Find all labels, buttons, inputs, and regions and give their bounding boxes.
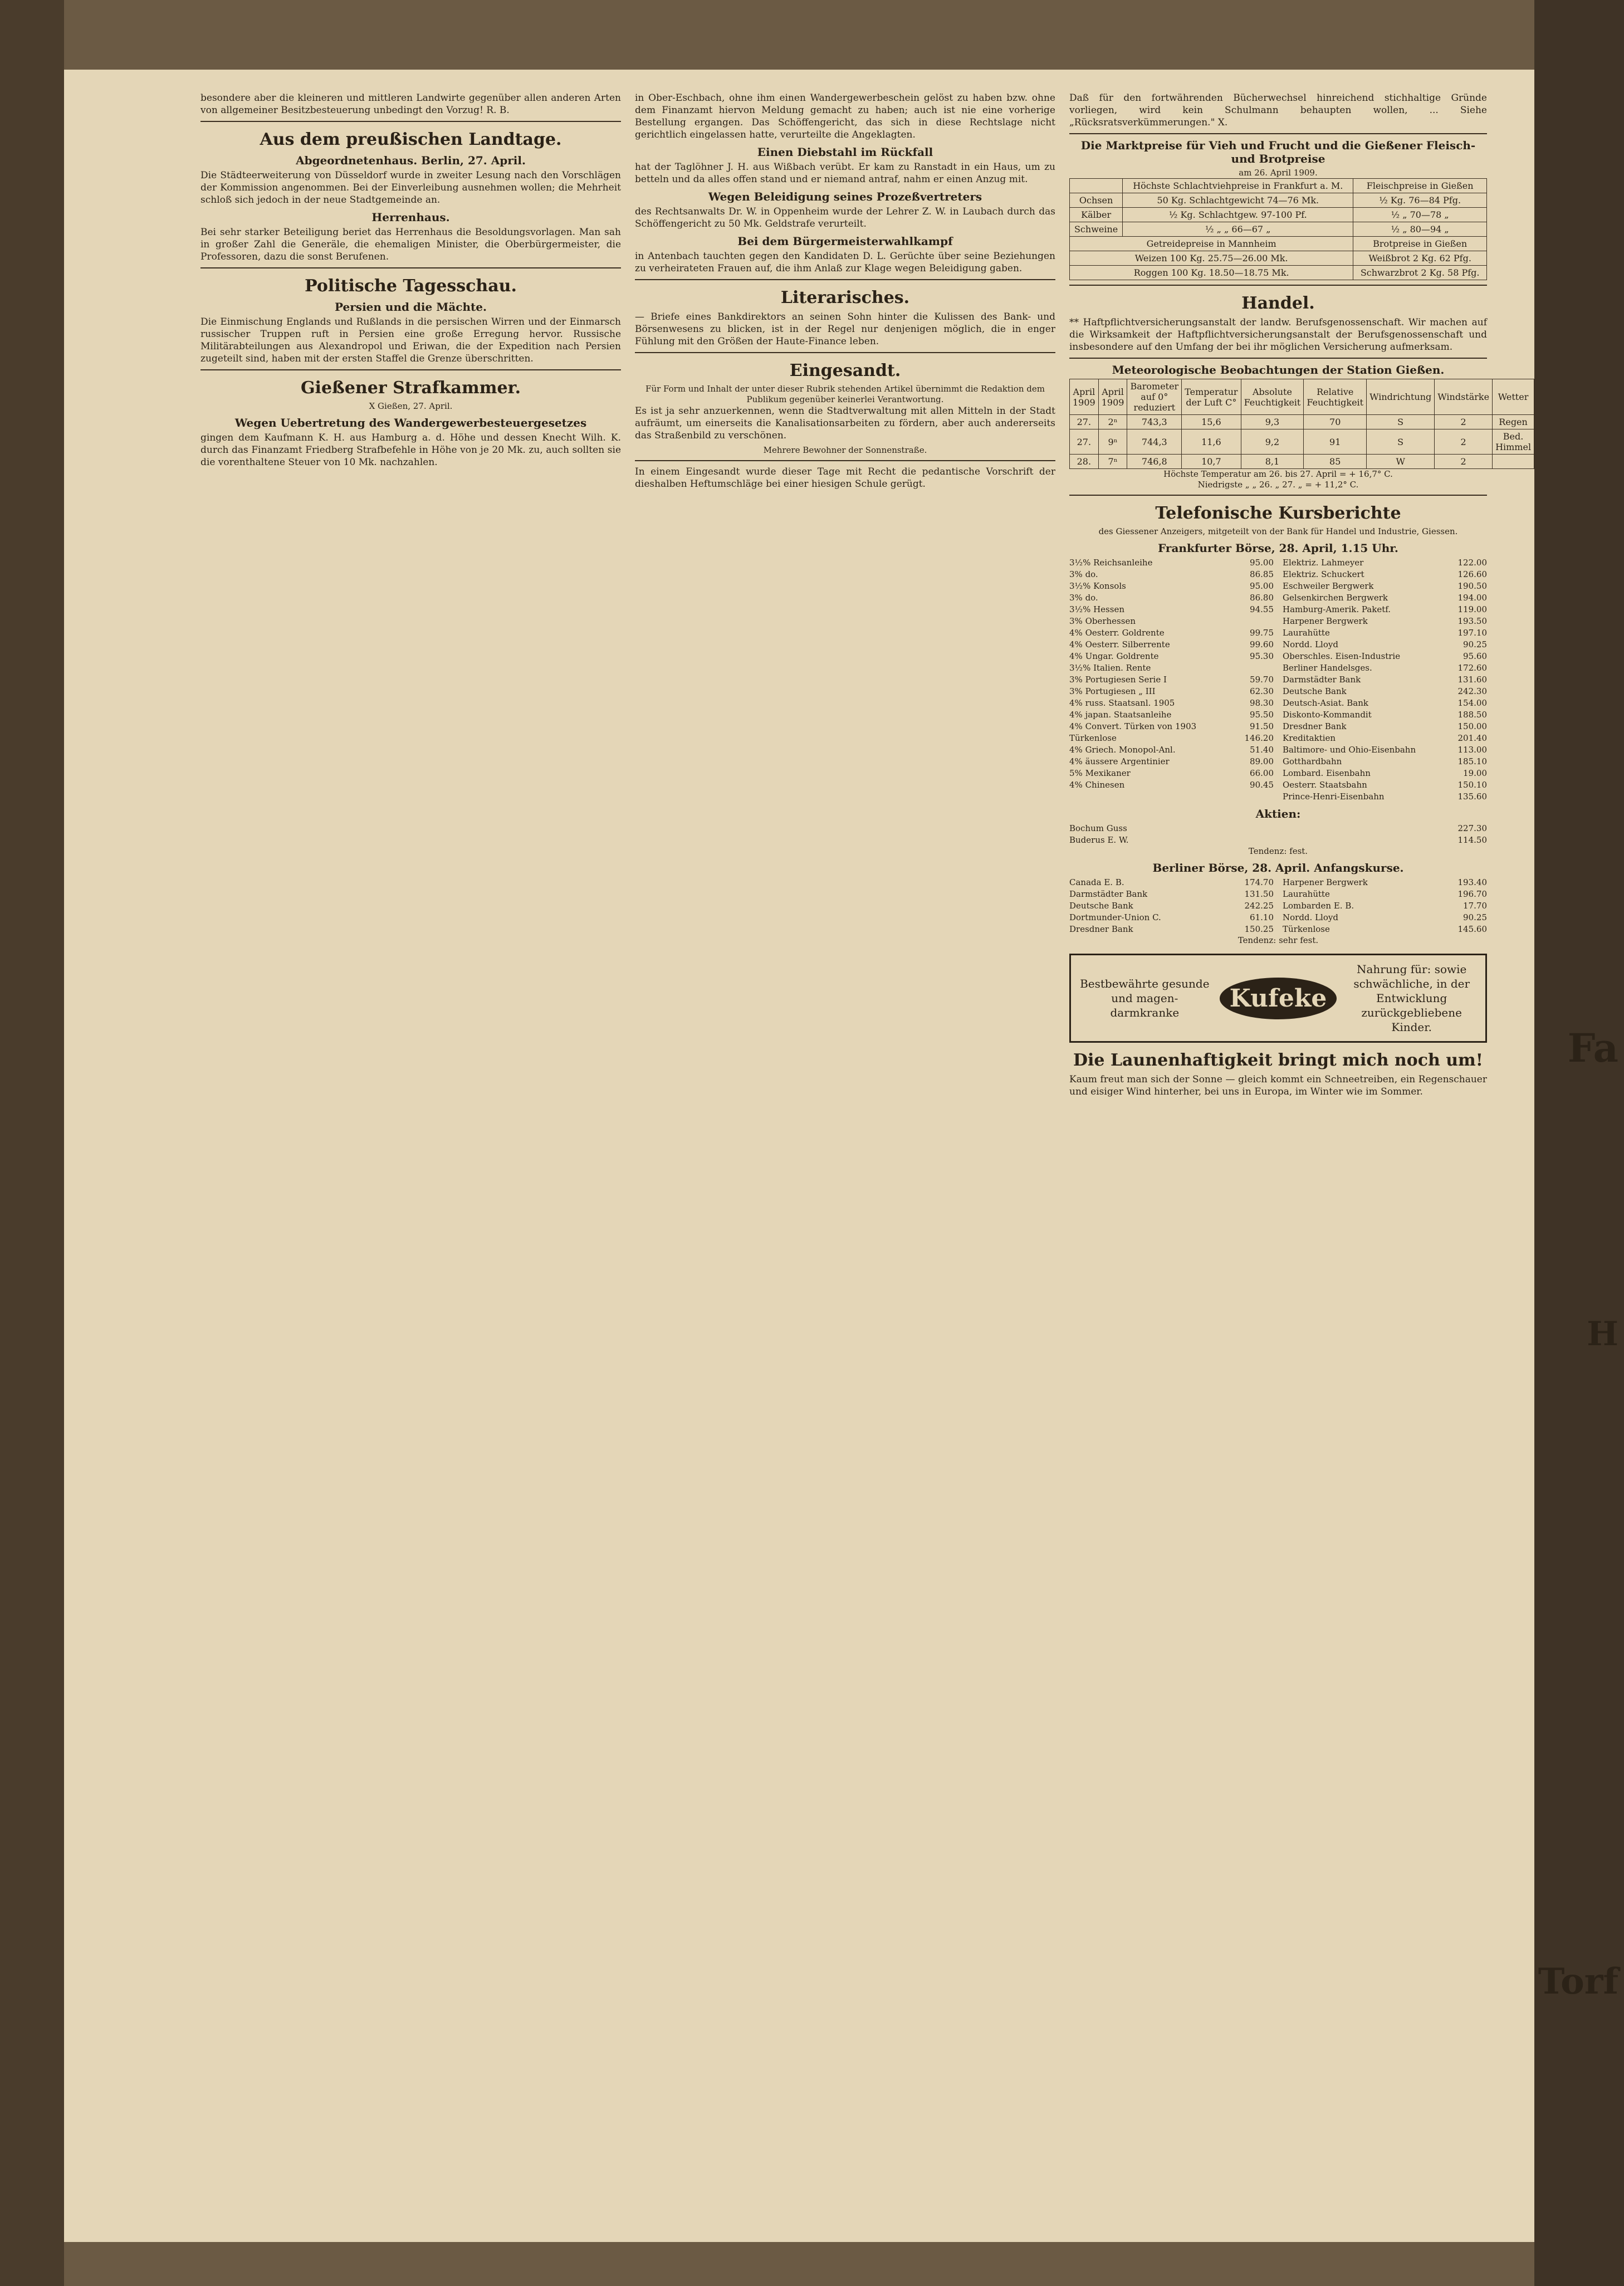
list-item-value: 61.10 xyxy=(1250,912,1274,922)
list-item xyxy=(1283,592,1487,604)
meteo-cell: 10,7 xyxy=(1182,455,1241,469)
list-item-label: Gotthardbahn xyxy=(1283,756,1342,766)
list-item-value: 66.00 xyxy=(1250,768,1274,778)
list-item xyxy=(1283,697,1487,709)
list-item-value: 99.60 xyxy=(1250,639,1274,649)
column-3 xyxy=(1069,92,1532,1101)
list-item-value: 174.70 xyxy=(1244,877,1274,887)
list-item-value: 126.60 xyxy=(1457,569,1487,579)
list-item xyxy=(1283,877,1487,888)
meteo-header: Barometer auf 0° reduziert xyxy=(1127,379,1182,415)
list-item-value: 196.70 xyxy=(1457,889,1487,899)
beleidigung-text: des Rechtsanwalts Dr. W. in Oppenheim wurde der Lehrer Z. W. in Laubach durch das Schöffengericht zu 50 Mk. Geldstrafe verurteilt. xyxy=(635,206,1055,229)
markt-table xyxy=(1069,178,1487,280)
list-item-value: 51.40 xyxy=(1250,745,1274,755)
list-item-label: Berliner Handelsges. xyxy=(1283,663,1372,673)
list-item-value: 86.80 xyxy=(1250,593,1274,603)
list-item-value: 201.40 xyxy=(1457,733,1487,743)
list-item-label: Harpener Bergwerk xyxy=(1283,616,1368,626)
list-item-label: Lombarden E. B. xyxy=(1283,901,1354,911)
eingesandt-text: Es ist ja sehr anzuerkennen, wenn die Stadtverwaltung mit allen Mitteln in der Stadt aufräumt, um einerseits die Kanalisationsarbeiten zu fördern, aber auch andererseits das Straßenbild zu verschönen. xyxy=(635,406,1055,441)
list-item-label: 3% do. xyxy=(1069,569,1098,579)
markt-header-giessen: Fleischpreise in Gießen xyxy=(1353,179,1487,193)
list-item xyxy=(1069,592,1274,604)
list-item-value: 91.50 xyxy=(1250,721,1274,731)
list-item-label: Bochum Guss xyxy=(1069,823,1127,833)
list-item-value: 150.10 xyxy=(1457,780,1487,790)
frankfurt-title: Frankfurter Börse, 28. April, 1.15 Uhr. xyxy=(1158,541,1398,555)
meteo-header: Temperatur der Luft C° xyxy=(1182,379,1241,415)
list-item-label: 5% Mexikaner xyxy=(1069,768,1131,778)
ad-right-text: Nahrung für: sowie schwächliche, in der Entwicklung zurückgebliebene Kinder. xyxy=(1353,963,1470,1034)
list-item-value: 94.55 xyxy=(1250,604,1274,614)
list-item-label: 3% Portugiesen Serie I xyxy=(1069,675,1167,685)
list-item-label: Dresdner Bank xyxy=(1283,721,1347,731)
berlin-left-list xyxy=(1069,877,1274,935)
list-item-label: 3½% Hessen xyxy=(1069,604,1124,614)
diebstahl-text: hat der Taglöhner J. H. aus Wißbach verübt. Er kam zu Ranstadt in ein Haus, um zu betteln und da alles offen stand und er niemand antraf, nahm er einen Anzug mit. xyxy=(635,162,1055,185)
buergermeister-title: Bei dem Bürgermeisterwahlkampf xyxy=(737,235,953,248)
meteo-header: Absolute Feuchtigkeit xyxy=(1241,379,1304,415)
meteo-header: Relative Feuchtigkeit xyxy=(1304,379,1367,415)
list-item-label: Deutsche Bank xyxy=(1069,901,1133,911)
list-item-value: 172.60 xyxy=(1457,663,1487,673)
meteo-cell: S xyxy=(1367,429,1435,455)
meteo-cell: 15,6 xyxy=(1182,415,1241,429)
list-item-label: Canada E. B. xyxy=(1069,877,1124,887)
laune-title: Die Launenhaftigkeit bringt mich noch um! xyxy=(1073,1051,1483,1070)
list-item xyxy=(1069,900,1274,912)
list-item xyxy=(1283,779,1487,791)
markt-cell: ½ „ „ 66—67 „ xyxy=(1123,222,1353,237)
meteo-cell: 70 xyxy=(1304,415,1367,429)
list-item xyxy=(1283,580,1487,592)
list-item xyxy=(1069,888,1274,900)
list-item-value: 59.70 xyxy=(1250,675,1274,685)
list-item-label: 4% Ungar. Goldrente xyxy=(1069,651,1159,661)
list-item xyxy=(1069,768,1274,779)
list-item-label: 3% do. xyxy=(1069,593,1098,603)
list-item-value: 131.50 xyxy=(1244,889,1274,899)
meteo-cell: 744,3 xyxy=(1127,429,1182,455)
col2-opening-text: in Ober-Eschbach, ohne ihm einen Wandergewerbeschein gelöst zu haben bzw. ohne dem Finanzamt hiervon Meldung gemacht zu haben; auch ist nie eine vorherige Bestellung ergangen. Das Schöffengericht, das sich in diese Rechtslage nicht gerichtlich eingelassen hatte, verurteilte die Angeklagten. xyxy=(635,92,1055,140)
beleidigung-title: Wegen Beleidigung seines Prozeßvertreters xyxy=(708,190,982,203)
list-item-value: 86.85 xyxy=(1250,569,1274,579)
frankfurt-right-list xyxy=(1283,557,1487,803)
list-item-value: 188.50 xyxy=(1457,710,1487,720)
markt-cell: Schweine xyxy=(1070,222,1123,237)
list-item xyxy=(1069,834,1487,846)
list-item xyxy=(1069,779,1274,791)
handel-text: ** Haftpflichtversicherungsanstalt der landw. Berufsgenossenschaft. Wir machen auf die Wirksamkeit der Haftpflichtversicherungsanstalt der Berufsgenossenschaft und insbesondere auf den Umfang der bei ihr möglichen Versicherung aufmerksam. xyxy=(1069,317,1487,353)
herrenhaus-text: Bei sehr starker Beteiligung beriet das Herrenhaus die Besoldungsvorlagen. Man sah in großer Zahl die Generäle, die ehemaligen Minister, die Oberbürgermeister, die Professoren, dazu die sonst Berufenen. xyxy=(200,227,621,262)
meteo-cell: 2 xyxy=(1435,415,1493,429)
list-item-value: 119.00 xyxy=(1457,604,1487,614)
list-item-label: 3% Oberhessen xyxy=(1069,616,1136,626)
meteo-cell: Bed. Himmel xyxy=(1493,429,1534,455)
list-item-value: 145.60 xyxy=(1457,924,1487,934)
list-item-value: 197.10 xyxy=(1457,628,1487,638)
list-item-label: Prince-Henri-Eisenbahn xyxy=(1283,792,1385,802)
list-item-label: Laurahütte xyxy=(1283,889,1330,899)
politik-text: Die Einmischung Englands und Rußlands in die persischen Wirren und der Einmarsch russischer Truppen ruft in Persien eine große Erregung hervor. Russische Militärabteilungen aus Alexandropol und Eriwan, die der Expedition nach Persien zugeteilt sind, haben mit der ersten Staffel die Grenze überschritten. xyxy=(200,316,621,364)
list-item-value: 131.60 xyxy=(1457,675,1487,685)
list-item xyxy=(1069,616,1274,627)
list-item xyxy=(1069,823,1487,834)
aktien-list xyxy=(1069,823,1487,846)
list-item-value: 154.00 xyxy=(1457,698,1487,708)
list-item xyxy=(1283,721,1487,732)
brot-header: Brotpreise in Gießen xyxy=(1353,237,1487,251)
abgeordnetenhaus-title: Abgeordnetenhaus. Berlin, 27. April. xyxy=(296,154,526,167)
list-item-label: Hamburg-Amerik. Paketf. xyxy=(1283,604,1391,614)
list-item xyxy=(1283,732,1487,744)
list-item-value: 122.00 xyxy=(1457,558,1487,568)
eingesandt-note: Für Form und Inhalt der unter dieser Rubrik stehenden Artikel übernimmt die Redaktion dem Publikum gegenüber keinerlei Verantwortung. xyxy=(645,384,1045,404)
markt-date: am 26. April 1909. xyxy=(1239,168,1318,178)
literarisches-title: Literarisches. xyxy=(780,288,910,307)
list-item xyxy=(1283,912,1487,924)
meteo-cell: 28. xyxy=(1070,455,1099,469)
list-item-value: 146.20 xyxy=(1244,733,1274,743)
brot-cell: Schwarzbrot 2 Kg. 58 Pfg. xyxy=(1353,266,1487,280)
list-item-value: 90.45 xyxy=(1250,780,1274,790)
table-row xyxy=(1070,193,1487,208)
col3-opening-text: Daß für den fortwährenden Bücherwechsel hinreichend stichhaltige Gründe vorliegen, wird kein Schulmann behaupten wollen, ... Siehe „Rücksratsverkümmerungen." X. xyxy=(1069,92,1487,128)
meteo-title: Meteorologische Beobachtungen der Station Gießen. xyxy=(1112,363,1445,377)
list-item xyxy=(1283,604,1487,616)
left-binding xyxy=(0,0,64,2286)
edge-fragment: H xyxy=(1587,1315,1618,1354)
table-row xyxy=(1070,415,1534,429)
list-item xyxy=(1069,924,1274,935)
meteo-low: Niedrigste „ „ 26. „ 27. „ = + 11,2° C. xyxy=(1197,480,1359,490)
list-item-label: Türkenlose xyxy=(1283,924,1330,934)
meteo-cell: 91 xyxy=(1304,429,1367,455)
buergermeister-text: in Antenbach tauchten gegen den Kandidaten D. L. Gerüchte über seine Beziehungen zu verheirateten Frauen auf, die ihm Anlaß zur Klage wegen Beleidigung gaben. xyxy=(635,251,1055,274)
list-item xyxy=(1069,686,1274,697)
list-item-label: Oesterr. Staatsbahn xyxy=(1283,780,1367,790)
handel-title: Handel. xyxy=(1241,294,1315,313)
list-item-value: 90.25 xyxy=(1463,639,1487,649)
meteo-cell xyxy=(1493,455,1534,469)
list-item-value: 90.25 xyxy=(1463,912,1487,922)
frankfurt-left-list xyxy=(1069,557,1274,803)
tendenz-frankfurt: Tendenz: fest. xyxy=(1248,846,1308,856)
strafkammer-subtitle: Wegen Uebertretung des Wandergewerbesteuergesetzes xyxy=(234,416,587,429)
markt-cell: Ochsen xyxy=(1070,193,1123,208)
list-item xyxy=(1283,662,1487,674)
list-item xyxy=(1069,877,1274,888)
list-item-label: 3½% Reichsanleihe xyxy=(1069,558,1153,568)
list-item-label: Kreditaktien xyxy=(1283,733,1336,743)
list-item-label: 3% Portugiesen „ III xyxy=(1069,686,1156,696)
list-item-value: 150.25 xyxy=(1244,924,1274,934)
berlin-right-list xyxy=(1283,877,1487,935)
meteo-cell: 2ⁿ xyxy=(1098,415,1127,429)
kurs-title: Telefonische Kursberichte xyxy=(1155,504,1401,523)
list-item-label: Deutsche Bank xyxy=(1283,686,1347,696)
meteo-cell: 85 xyxy=(1304,455,1367,469)
list-item-label: Deutsch-Asiat. Bank xyxy=(1283,698,1368,708)
list-item xyxy=(1283,756,1487,768)
list-item xyxy=(1283,674,1487,686)
right-binding xyxy=(1534,0,1624,2286)
list-item xyxy=(1283,627,1487,639)
list-item-label: 3½% Italien. Rente xyxy=(1069,663,1151,673)
list-item-label: 4% russ. Staatsanl. 1905 xyxy=(1069,698,1175,708)
meteo-cell: Regen xyxy=(1493,415,1534,429)
meteo-cell: 9ⁿ xyxy=(1098,429,1127,455)
list-item xyxy=(1283,569,1487,580)
list-item-value: 242.25 xyxy=(1244,901,1274,911)
list-item-label: Nordd. Lloyd xyxy=(1283,912,1338,922)
meteo-cell: 746,8 xyxy=(1127,455,1182,469)
tendenz-berlin: Tendenz: sehr fest. xyxy=(1237,935,1319,945)
table-row xyxy=(1070,208,1487,222)
eingesandt-title: Eingesandt. xyxy=(789,361,901,380)
list-item xyxy=(1069,756,1274,768)
list-item xyxy=(1283,709,1487,721)
list-item-label: Darmstädter Bank xyxy=(1069,889,1148,899)
list-item-label: Baltimore- und Ohio-Eisenbahn xyxy=(1283,745,1416,755)
list-item xyxy=(1283,651,1487,662)
intro-paragraph: besondere aber die kleineren und mittleren Landwirte gegenüber allen anderen Arten von allgemeiner Besitzbesteuerung unbedingt den Vorzug! R. B. xyxy=(200,92,621,116)
list-item-label: 4% äussere Argentinier xyxy=(1069,756,1170,766)
list-item xyxy=(1069,732,1274,744)
list-item xyxy=(1283,616,1487,627)
herrenhaus-title: Herrenhaus. xyxy=(371,211,450,224)
list-item-label: 4% Convert. Türken von 1903 xyxy=(1069,721,1197,731)
list-item-label: Eschweiler Bergwerk xyxy=(1283,581,1374,591)
column-2 xyxy=(635,92,1055,494)
berlin-lists xyxy=(1069,877,1487,935)
markt-title: Die Marktpreise für Vieh und Frucht und die Gießener Fleisch- und Brotpreise xyxy=(1080,139,1476,165)
list-item xyxy=(1283,791,1487,803)
markt-cell: 50 Kg. Schlachtgewicht 74—76 Mk. xyxy=(1123,193,1353,208)
list-item xyxy=(1283,924,1487,935)
meteo-cell: 9,3 xyxy=(1241,415,1304,429)
list-item-label: Diskonto-Kommandit xyxy=(1283,710,1372,720)
list-item xyxy=(1069,697,1274,709)
list-item-value: 19.00 xyxy=(1463,768,1487,778)
table-row xyxy=(1070,251,1487,266)
list-item-value: 95.00 xyxy=(1250,558,1274,568)
table-row xyxy=(1070,455,1534,469)
meteo-cell: S xyxy=(1367,415,1435,429)
kurs-subtitle: des Giessener Anzeigers, mitgeteilt von der Bank für Handel und Industrie, Giessen. xyxy=(1098,526,1458,536)
getreide-header: Getreidepreise in Mannheim xyxy=(1070,237,1353,251)
getreide-cell: Weizen 100 Kg. 25.75—26.00 Mk. xyxy=(1070,251,1353,266)
meteo-cell: 11,6 xyxy=(1182,429,1241,455)
list-item xyxy=(1069,744,1274,756)
list-item-label: Elektriz. Schuckert xyxy=(1283,569,1364,579)
list-item xyxy=(1283,900,1487,912)
list-item xyxy=(1069,674,1274,686)
berlin-title: Berliner Börse, 28. April. Anfangskurse. xyxy=(1152,861,1404,875)
list-item-label: Oberschles. Eisen-Industrie xyxy=(1283,651,1401,661)
markt-cell: ½ Kg. Schlachtgew. 97-100 Pf. xyxy=(1123,208,1353,222)
list-item-value: 150.00 xyxy=(1457,721,1487,731)
list-item-label: 4% japan. Staatsanleihe xyxy=(1069,710,1172,720)
markt-cell: ½ „ 70—78 „ xyxy=(1353,208,1487,222)
list-item-label: Gelsenkirchen Bergwerk xyxy=(1283,593,1388,603)
list-item-value: 194.00 xyxy=(1457,593,1487,603)
column-1 xyxy=(200,92,621,472)
meteo-cell: 9,2 xyxy=(1241,429,1304,455)
abgeordnetenhaus-text: Die Städteerweiterung von Düsseldorf wurde in zweiter Lesung nach den Vorschlägen der Kommission angenommen. Bei der Einverleibung ausnehmen wollen; die Mehrheit schloß sich jedoch in der neue Stadtgemeinde an. xyxy=(200,170,621,206)
list-item xyxy=(1069,627,1274,639)
list-item-label: Türkenlose xyxy=(1069,733,1117,743)
list-item-value: 113.00 xyxy=(1457,745,1487,755)
list-item xyxy=(1283,768,1487,779)
meteo-cell: 8,1 xyxy=(1241,455,1304,469)
list-item xyxy=(1283,888,1487,900)
meteo-cell: W xyxy=(1367,455,1435,469)
markt-cell: ½ „ 80—94 „ xyxy=(1353,222,1487,237)
meteo-cell: 743,3 xyxy=(1127,415,1182,429)
list-item xyxy=(1283,686,1487,697)
list-item-label: Harpener Bergwerk xyxy=(1283,877,1368,887)
list-item-value: 95.60 xyxy=(1463,651,1487,661)
meteo-header: Windstärke xyxy=(1435,379,1493,415)
landtag-title: Aus dem preußischen Landtage. xyxy=(260,130,562,149)
list-item xyxy=(1069,709,1274,721)
getreide-cell: Roggen 100 Kg. 18.50—18.75 Mk. xyxy=(1070,266,1353,280)
list-item-label: 3½% Konsols xyxy=(1069,581,1126,591)
meteo-header: Windrichtung xyxy=(1367,379,1435,415)
diebstahl-title: Einen Diebstahl im Rückfall xyxy=(757,145,933,159)
list-item-label: 4% Oesterr. Goldrente xyxy=(1069,628,1165,638)
list-item-value: 242.30 xyxy=(1457,686,1487,696)
ad-left-text: Bestbewährte gesunde und magen-darmkranke xyxy=(1080,977,1210,1019)
frankfurt-lists xyxy=(1069,557,1487,803)
list-item xyxy=(1283,557,1487,569)
list-item-label: 4% Oesterr. Silberrente xyxy=(1069,639,1170,649)
table-row xyxy=(1070,266,1487,280)
list-item-value: 185.10 xyxy=(1457,756,1487,766)
list-item xyxy=(1069,639,1274,651)
kufeke-advertisement xyxy=(1069,954,1487,1043)
list-item-value: 95.50 xyxy=(1250,710,1274,720)
strafkammer-text: gingen dem Kaufmann K. H. aus Hamburg a. d. Höhe und dessen Knecht Wilh. K. durch das Finanzamt Friedberg Strafbefehle in Höhe von je 20 Mk. zu, auch sollten sie die vorenthaltene Steuer von 10 Mk. nachzahlen. xyxy=(200,432,621,468)
list-item xyxy=(1069,557,1274,569)
list-item xyxy=(1069,580,1274,592)
list-item-label: 4% Chinesen xyxy=(1069,780,1125,790)
markt-header-empty xyxy=(1070,179,1123,193)
politik-subtitle: Persien und die Mächte. xyxy=(335,300,487,314)
list-item-label: Nordd. Lloyd xyxy=(1283,639,1338,649)
laune-text: Kaum freut man sich der Sonne — gleich kommt ein Schneetreiben, ein Regenschauer und eisiger Wind hinterher, bei uns in Europa, im Winter wie im Sommer. xyxy=(1069,1074,1487,1097)
meteo-cell: 2 xyxy=(1435,429,1493,455)
eingesandt-signature: Mehrere Bewohner der Sonnenstraße. xyxy=(763,445,927,455)
meteo-header: April 1909 xyxy=(1098,379,1127,415)
list-item-value: 135.60 xyxy=(1457,792,1487,802)
list-item-label: Lombard. Eisenbahn xyxy=(1283,768,1371,778)
list-item-value: 17.70 xyxy=(1463,901,1487,911)
list-item-value: 114.50 xyxy=(1457,835,1487,845)
list-item-label: Dresdner Bank xyxy=(1069,924,1133,934)
meteo-header: Wetter xyxy=(1493,379,1534,415)
table-row xyxy=(1070,222,1487,237)
list-item-label: Darmstädter Bank xyxy=(1283,675,1361,685)
eingesandt2-text: In einem Eingesandt wurde dieser Tage mit Recht die pedantische Vorschrift der dieshalben Heftumschläge bei einer hiesigen Schule gerügt. xyxy=(635,466,1055,490)
strafkammer-date: X Gießen, 27. April. xyxy=(369,401,453,411)
meteo-cell: 27. xyxy=(1070,415,1099,429)
list-item-value: 99.75 xyxy=(1250,628,1274,638)
list-item xyxy=(1069,651,1274,662)
meteo-table xyxy=(1069,379,1534,469)
list-item-value: 89.00 xyxy=(1250,756,1274,766)
list-item-label: Dortmunder-Union C. xyxy=(1069,912,1161,922)
meteo-cell: 27. xyxy=(1070,429,1099,455)
list-item-value: 227.30 xyxy=(1457,823,1487,833)
list-item xyxy=(1283,639,1487,651)
meteo-high: Höchste Temperatur am 26. bis 27. April = + 16,7° C. xyxy=(1163,469,1393,479)
markt-header-frankfurt: Höchste Schlachtviehpreise in Frankfurt a. M. xyxy=(1123,179,1353,193)
markt-cell: ½ Kg. 76—84 Pfg. xyxy=(1353,193,1487,208)
edge-fragment: Torf xyxy=(1538,1961,1618,2002)
list-item xyxy=(1069,721,1274,732)
list-item-label: Laurahütte xyxy=(1283,628,1330,638)
politik-title: Politische Tagesschau. xyxy=(305,276,517,296)
markt-cell: Kälber xyxy=(1070,208,1123,222)
list-item-label: Buderus E. W. xyxy=(1069,835,1129,845)
list-item-value: 62.30 xyxy=(1250,686,1274,696)
edge-fragment: Fa xyxy=(1567,1025,1618,1071)
table-row xyxy=(1070,429,1534,455)
meteo-header: April 1909 xyxy=(1070,379,1099,415)
list-item-label: Elektriz. Lahmeyer xyxy=(1283,558,1364,568)
list-item xyxy=(1069,569,1274,580)
list-item-value: 98.30 xyxy=(1250,698,1274,708)
list-item xyxy=(1069,912,1274,924)
aktien-title: Aktien: xyxy=(1255,807,1301,820)
literarisches-text: — Briefe eines Bankdirektors an seinen Sohn hinter die Kulissen des Bank- und Börsenwesens zu blicken, ist in der Regel nur denjenigen möglich, die in enger Fühlung mit den Größen der Haute-Finance leben. xyxy=(635,311,1055,347)
list-item-value: 193.40 xyxy=(1457,877,1487,887)
meteo-cell: 7ⁿ xyxy=(1098,455,1127,469)
meteo-cell: 2 xyxy=(1435,455,1493,469)
list-item xyxy=(1283,744,1487,756)
list-item-value: 193.50 xyxy=(1457,616,1487,626)
list-item-value: 95.00 xyxy=(1250,581,1274,591)
list-item-label: 4% Griech. Monopol-Anl. xyxy=(1069,745,1176,755)
kufeke-logo: Kufeke xyxy=(1220,978,1337,1019)
list-item xyxy=(1069,662,1274,674)
brot-cell: Weißbrot 2 Kg. 62 Pfg. xyxy=(1353,251,1487,266)
list-item xyxy=(1069,604,1274,616)
list-item-value: 190.50 xyxy=(1457,581,1487,591)
strafkammer-title: Gießener Strafkammer. xyxy=(300,378,521,398)
list-item-value: 95.30 xyxy=(1250,651,1274,661)
